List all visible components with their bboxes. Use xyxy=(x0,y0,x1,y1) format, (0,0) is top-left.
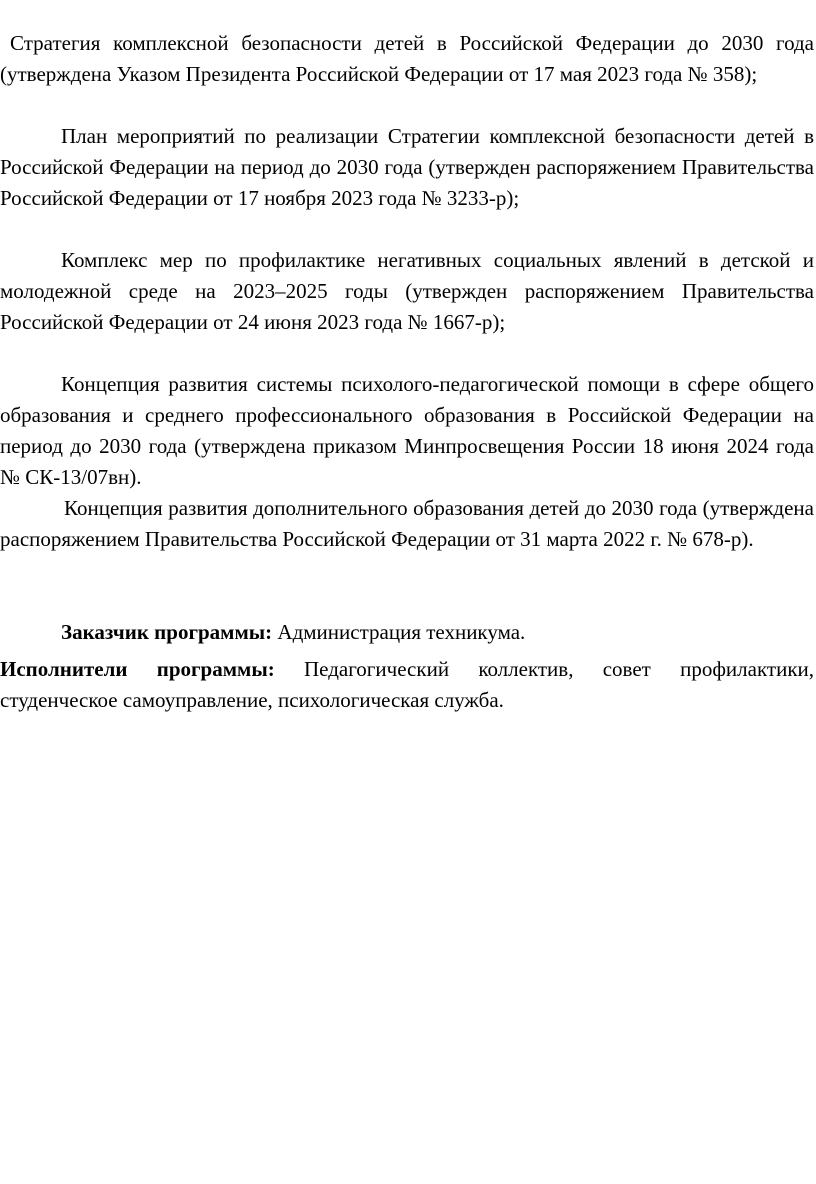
spacer xyxy=(0,555,814,617)
paragraph-strategy: Стратегия комплексной безопасности детей в Российской Федерации до 2030 года (утверждена Указом Президента Российской Федерации от 17 мая 2023 года № 358); xyxy=(0,31,814,86)
program-performers-label: Исполнители программы: xyxy=(0,657,275,681)
program-customer-label: Заказчик программы: xyxy=(61,620,273,644)
paragraph-prevention-measures: Комплекс мер по профилактике негативных социальных явлений в детской и молодежной среде на 2023–2025 годы (утвержден распоряжением Правительства Российской Федерации от 24 июня 2023 года № 1667-р); xyxy=(0,248,814,334)
program-performers-value: Педагогический коллектив, совет профилактики, студенческое самоуправление, психологическая служба. xyxy=(0,657,815,712)
program-customer xyxy=(0,617,814,648)
program-customer-value: Администрация техникума. xyxy=(277,620,526,644)
paragraph-action-plan: План мероприятий по реализации Стратегии комплексной безопасности детей в Российской Федерации на период до 2030 года (утвержден распоряжением Правительства Российской Федерации от 17 ноября 2023 года № 3233-р); xyxy=(0,124,814,210)
program-performers xyxy=(0,654,814,716)
paragraph-psychological-concept: Концепция развития системы психолого-педагогической помощи в сфере общего образования и среднего профессионального образования в Российской Федерации на период до 2030 года (утверждена приказом Минпросвещения России 18 июня 2024 года № СК-13/07вн). xyxy=(0,372,814,489)
paragraph-additional-education-concept: Концепция развития дополнительного образования детей до 2030 года (утверждена распоряжением Правительства Российской Федерации от 31 марта 2022 г. № 678-р). xyxy=(0,496,814,551)
